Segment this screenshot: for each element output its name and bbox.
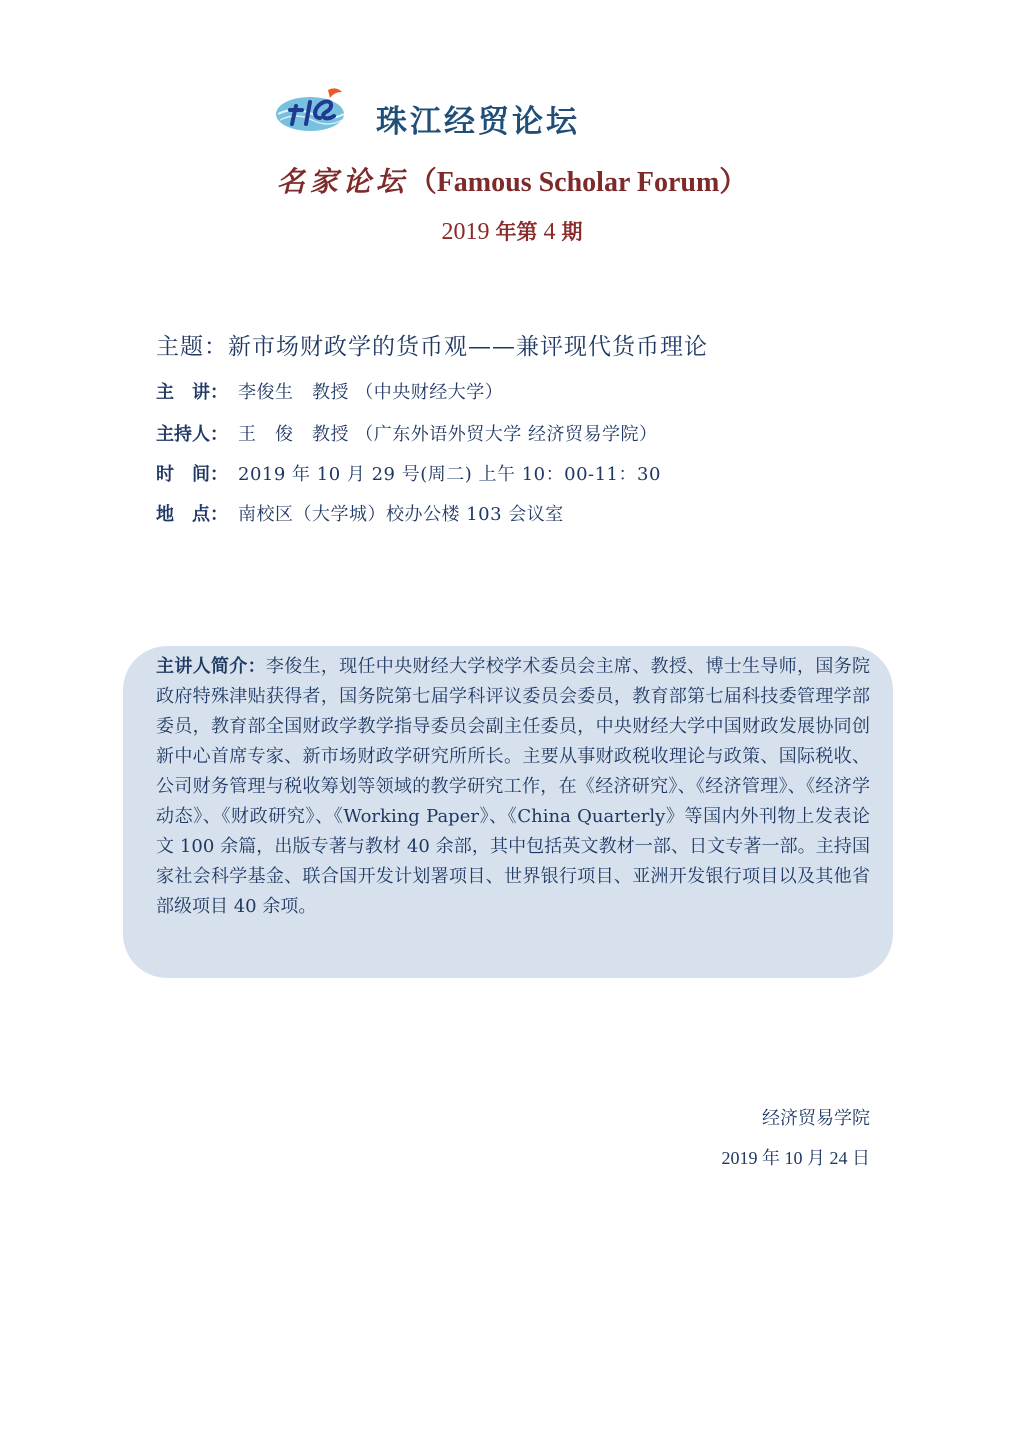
speaker-value: 李俊生 教授 （中央财经大学） [238, 382, 504, 403]
issuer-school: 经济贸易学院 [762, 1108, 870, 1129]
speaker-row [156, 378, 503, 404]
issue-date: 2019 年 10 月 24 日 [721, 1148, 870, 1168]
forum-logo [272, 84, 358, 134]
issue-suffix: 期 [561, 219, 583, 244]
time-label: 时 间： [156, 464, 228, 485]
forum-title-cn: 名家论坛 [276, 165, 409, 198]
place-row [156, 500, 564, 526]
place-label: 地 点： [156, 504, 228, 525]
bio-text: 李俊生，现任中央财经大学校学术委员会主席、教授、博士生导师，国务院政府特殊津贴获得者，国务院第七届学科评议委员会委员，教育部第七届科技委管理学部委员，教育部全国财政学教学指导委员会副主任委员，中央财经大学中国财政发展协同创新中心首席专家、新市场财政学研究所所长。主要从事财政税收理论与政策、国际税收、公司财务管理与税收筹划等领域的教学研究工作，在《经济研究》、《经济管理》、《经济学动态》、《财政研究》、《Working Paper》、《China Quarterly》等国内外刊物上发表论文 100 余篇，出版专著与教材 40 余部，其中包括英文教材一部、日文专著一部。主持国家社会科学基金、联合国开发计划署项目、世界银行项目、亚洲开发银行项目以及其他省部级项目 40 余项。 [156, 656, 871, 917]
time-row [156, 460, 661, 486]
speaker-bio [156, 652, 870, 922]
issue-line [0, 216, 1024, 246]
forum-title-en: （Famous Scholar Forum） [408, 167, 748, 198]
issue-year: 2019 [441, 219, 490, 245]
place-value: 南校区（大学城）校办公楼 103 会议室 [238, 504, 564, 525]
issue-number: 4 [543, 219, 556, 245]
brand-title: 珠江经贸论坛 [376, 104, 580, 140]
speaker-label: 主 讲： [156, 382, 228, 403]
bio-label: 主讲人简介： [156, 656, 266, 677]
issue-year-suffix: 年第 [495, 219, 538, 244]
host-label: 主持人： [156, 424, 228, 445]
topic-heading: 主题：新市场财政学的货币观——兼评现代货币理论 [156, 334, 708, 360]
time-value: 2019 年 10 月 29 号(周二) 上午 10：00-11：30 [238, 464, 661, 485]
host-row [156, 420, 657, 446]
host-value: 王 俊 教授 （广东外语外贸大学 经济贸易学院） [238, 424, 658, 445]
forum-title [0, 160, 1024, 200]
